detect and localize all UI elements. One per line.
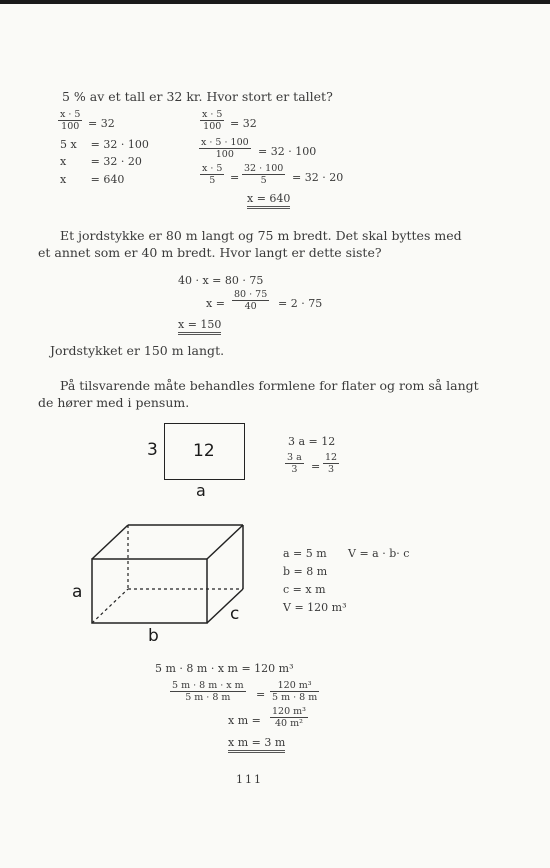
ex1-left-line-3: x = 32 · 20 [60, 155, 142, 168]
box-label-a: a [72, 582, 83, 602]
ex2-equation-2-lhs: x = [206, 297, 225, 310]
ex4-given-c: c = x m [283, 583, 326, 596]
result-value: x = 150 [178, 318, 221, 335]
rect-bottom-label: a [196, 481, 206, 500]
ex1-right-fraction-3a [200, 163, 224, 186]
ex1-left-line-4: x = 640 [60, 173, 125, 186]
result-value: x = 640 [247, 192, 290, 209]
ex4-final [228, 736, 285, 749]
denominator: 5 m · 8 m [185, 692, 231, 703]
ex1-right-fraction-3b [242, 163, 285, 186]
result-value: x m = 3 m [228, 736, 285, 753]
ex2-equation-2-rhs: = 2 · 75 [278, 297, 323, 310]
box-front-face [92, 559, 207, 623]
ex1-right-rhs-2: = 32 · 100 [258, 145, 317, 158]
numerator: x · 5 [60, 109, 81, 120]
numerator: 12 [325, 452, 338, 463]
ex1-right-rhs-1: = 32 [230, 117, 257, 130]
ex2-equation-1: 40 · x = 80 · 75 [178, 274, 264, 287]
ex4-given-b: b = 8 m [283, 565, 328, 578]
ex2-answer: Jordstykket er 150 m langt. [50, 343, 225, 358]
numerator: 120 m³ [270, 680, 319, 692]
ex3-equals: = [311, 460, 321, 473]
ex2-problem-line-1: Et jordstykke er 80 m langt og 75 m bredt. Det skal byttes med [60, 228, 462, 243]
ex3-fraction-2 [323, 452, 339, 475]
numerator: 32 · 100 [244, 163, 284, 174]
ex1-right-equals: = [230, 171, 240, 184]
ex4-equals: = [256, 688, 266, 701]
ex3-fraction-1 [285, 452, 304, 475]
ex1-right-rhs-3: = 32 · 20 [292, 171, 344, 184]
numerator: x · 5 [202, 109, 223, 120]
ex4-equation-3-lhs: x m = [228, 714, 261, 727]
ex1-right-result [247, 192, 290, 205]
box-edge-top-left [92, 525, 128, 559]
denominator: 40 m² [275, 718, 303, 729]
denominator: 100 [203, 121, 222, 132]
ex3-equation-1: 3 a = 12 [288, 435, 336, 448]
box-edge-top-right [207, 525, 243, 559]
denominator: 5 m · 8 m [272, 692, 318, 703]
ex4-given-volume: V = 120 m³ [283, 601, 347, 614]
denominator: 5 [209, 175, 216, 186]
denominator: 3 [291, 464, 298, 475]
ex4-fraction-3 [270, 706, 308, 729]
ex2-fraction [232, 289, 269, 312]
ex2-equation-3 [178, 318, 221, 331]
numerator: x · 5 [202, 163, 223, 174]
top-edge [0, 0, 550, 4]
box-hidden-edge-diagonal [92, 589, 128, 623]
ex1-left-line-2: 5 x = 32 · 100 [60, 138, 149, 151]
ex1-left-fraction-1 [58, 109, 82, 132]
ex2-problem-line-2: et annet som er 40 m bredt. Hvor langt er dette siste? [38, 245, 382, 260]
box-label-c: c [230, 604, 240, 624]
numerator: 80 · 75 [234, 289, 268, 300]
ex4-equation-1: 5 m · 8 m · x m = 120 m³ [155, 662, 294, 675]
ex1-problem: 5 % av et tall er 32 kr. Hvor stort er tallet? [62, 89, 333, 104]
ex4-fraction-1 [170, 680, 246, 703]
ex4-volume-formula: V = a · b· c [348, 547, 410, 560]
ex4-fraction-2 [270, 680, 319, 703]
denominator: 40 [244, 301, 257, 312]
numerator: 3 a [287, 452, 302, 463]
ex1-left-rhs-1: = 32 [88, 117, 115, 130]
ex1-right-fraction-1 [200, 109, 224, 132]
box-label-b: b [148, 626, 159, 646]
rect-area-label: 12 [193, 441, 215, 461]
page-number: 111 [236, 773, 263, 786]
ex3-intro-line-2: de hører med i pensum. [38, 395, 190, 410]
denominator: 100 [61, 121, 80, 132]
numerator: 120 m³ [272, 706, 306, 717]
numerator: x · 5 · 100 [201, 137, 249, 148]
ex1-right-fraction-2 [199, 137, 251, 160]
denominator: 3 [328, 464, 335, 475]
denominator: 100 [215, 149, 234, 160]
rect-side-label: 3 [147, 440, 158, 460]
ex4-given-a: a = 5 m [283, 547, 327, 560]
numerator: 5 m · 8 m · x m [172, 680, 244, 691]
denominator: 5 [260, 175, 267, 186]
ex3-intro-line-1: På tilsvarende måte behandles formlene for flater og rom så langt [60, 378, 479, 393]
